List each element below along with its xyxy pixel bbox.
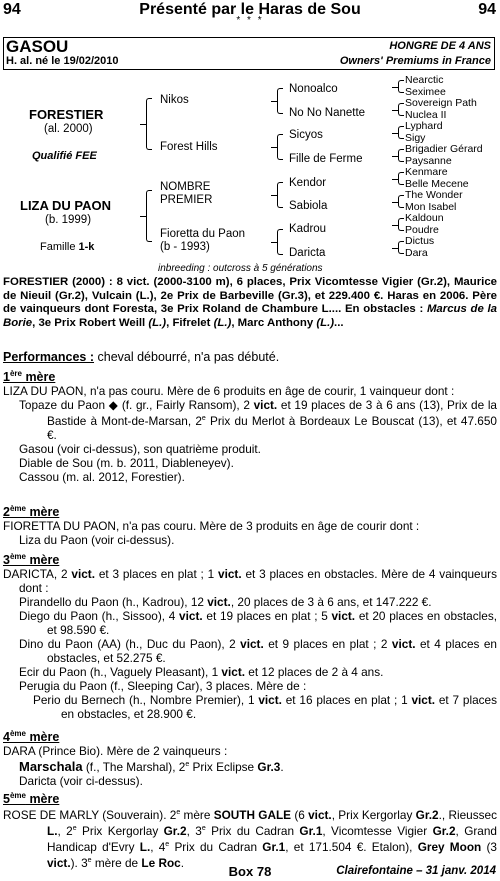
g2-nikos: Nikos <box>160 94 189 106</box>
horse-birth: H. al. né le 19/02/2010 <box>6 55 119 67</box>
heading-5th-dam: 5ème mère <box>3 791 60 807</box>
horse-sex-age: HONGRE DE 4 ANS <box>389 40 491 52</box>
inbreeding-note: inbreeding : outcross à 5 générations <box>158 263 323 274</box>
g3-5: Sabiola <box>289 200 328 212</box>
bracket-g3-5 <box>398 172 404 185</box>
g4-7: Paysanne <box>405 155 452 167</box>
g4-13: Poudre <box>405 224 439 236</box>
box-number: Box 78 <box>228 864 272 879</box>
g2-forest-hills: Forest Hills <box>160 141 218 153</box>
sire-info: (al. 2000) <box>44 123 93 135</box>
heading-2nd-dam: 2ème mère <box>3 504 60 520</box>
g4-9: Belle Mecene <box>405 178 469 190</box>
bracket-g3-3 <box>398 126 404 139</box>
g4-15: Dara <box>405 247 428 259</box>
g4-0: Nearctic <box>405 74 444 86</box>
bracket-g3-4 <box>398 149 404 162</box>
g3-7: Daricta <box>289 247 326 259</box>
g2-fioretta-info: (b - 1993) <box>160 241 210 253</box>
heading-4th-dam: 4ème mère <box>3 729 60 745</box>
page-number-left: 94 <box>3 1 21 18</box>
g4-14: Dictus <box>405 235 435 247</box>
sire-qualification: Qualifié FEE <box>32 150 97 162</box>
heading-1st-dam: 1ère mère <box>3 369 56 385</box>
bracket-g3-8 <box>398 241 404 254</box>
header-stars: * * * <box>236 15 264 26</box>
topaze-du-paon: Topaze du Paon ◆ (f. gr., Fairly Ransom), 2 vict. et 19 places de 3 à 6 ans (13), Prix de la Bastide à Mont-de-Marsan, 2e Prix du Merlot à Bordeaux Le Bouscat (13), et 47.650 €. <box>19 398 497 443</box>
g4-4: Lyphard <box>405 120 443 132</box>
performances: Performances : cheval débourré, n'a pas débuté. <box>3 350 280 364</box>
section-5th-dam: 5ème mère ROSE DE MARLY (Souverain). 2e mère SOUTH GALE (6 vict., Prix Kergorlay Gr.2., Rieussec L., 2e Prix Kergorlay Gr.2, 3e Prix du Cadran Gr.1, Vicomtesse Vigier Gr.2, Grand Handicap d'Evry L., 4e Prix du Cadran Gr.1, et 171.504 €. Etalon), Grey Moon (3 vict.). 3e mère de Le Roc. <box>3 791 497 870</box>
horse-name-box <box>3 37 495 70</box>
section-2nd-dam: 2ème mère FIORETTA DU PAON, n'a pas couru. Mère de 3 produits en âge de courir dont : Liza du Paon (voir ci-dessus). <box>3 502 497 547</box>
page-number-right: 94 <box>478 1 496 18</box>
heading-3rd-dam: 3ème mère <box>3 552 60 568</box>
bracket-g3-1 <box>398 80 404 93</box>
g4-12: Kaldoun <box>405 212 444 224</box>
dam-name: LIZA DU PAON <box>20 198 111 213</box>
g3-3: Fille de Ferme <box>289 153 363 165</box>
g3-2: Sicyos <box>289 129 323 141</box>
section-3rd-dam: 3ème mère DARICTA, 2 vict. et 3 places en plat ; 1 vict. et 3 places en obstacles. Mère de 4 vainqueurs dont : Pirandello du Paon (h., Kadrou), 12 vict., 20 places de 3 à 6 ans, et 147.222 €. Diego du Paon (h., Sissoo), 4 vict. et 19 places en plat ; 5 vict. et 20 places en obstacles, et 98.590 €. Dino du Paon (AA) (h., Duc du Paon), 2 vict. et 9 places en plat ; 2 vict. et 4 places en obstacles, et 52.275 €. Ecir du Paon (h., Vaguely Pleasant), 1 vict. et 12 places de 2 à 4 ans. Perugia du Paon (f., Sleeping Car), 3 places. Mère de : Perio du Bernech (h., Nombre Premier), 1 vict. et 16 places en plat ; 1 vict. et 7 places en obstacles, et 28.900 €. <box>3 552 498 722</box>
sire-paragraph: FORESTIER (2000) : 8 vict. (2000-3100 m), 6 places, Prix Vicomtesse Vigier (Gr.2), Maurice de Nieuil (Gr.2), Vulcain (L.), 2e Prix de Barbeville (Gr.3), et 229.400 €. Haras en 2006. Père de vainqueurs dont Foresta, 3e Prix Roland de Chambure L.... En obstacles : Marcus de la Borie, 3e Prix Robert Weill (L.), Fifrelet (L.), Marc Anthony (L.)... <box>3 276 497 329</box>
bracket-sire <box>146 98 152 150</box>
g3-6: Kadrou <box>289 223 327 235</box>
bracket-g2-4 <box>277 229 283 255</box>
bracket-g2-1 <box>277 88 283 114</box>
sire-name: FORESTIER <box>29 107 104 122</box>
horse-name: GASOU <box>6 37 69 56</box>
section-1st-dam: 1ère mère LIZA DU PAON, n'a pas couru. Mère de 6 produits en âge de courir, 1 vainqueur dont : Topaze du Paon ◆ (f. gr., Fairly Ransom), 2 vict. et 19 places de 3 à 6 ans (13), Prix de la Bastide à Mont-de-Marsan, 2e Prix du Merlot à Bordeaux Le Bouscat (13), et 47.650 €. Gasou (voir ci-dessus), son quatrième produit. Diable de Sou (m. b. 2011, Diableneyev). Cassou (m. al. 2012, Forestier). <box>3 369 497 485</box>
g3-4: Kendor <box>289 177 327 189</box>
dam-family: Famille 1-k <box>40 241 95 253</box>
bracket-dam <box>146 190 152 242</box>
bracket-g2-2 <box>277 134 283 160</box>
g4-1: Seximee <box>405 86 446 98</box>
g4-11: Mon Isabel <box>405 201 457 213</box>
g2-nombre: NOMBRE <box>160 181 211 193</box>
section-4th-dam: 4ème mère DARA (Prince Bio). Mère de 2 vainqueurs : Marschala (f., The Marshal), 2e Prix Eclipse Gr.3. Daricta (voir ci-dessus). <box>3 727 497 788</box>
g4-8: Kenmare <box>405 166 448 178</box>
g4-6: Brigadier Gérard <box>405 143 483 155</box>
sale-place-date: Clairefontaine – 31 janv. 2014 <box>336 865 496 877</box>
g3-1: No No Nanette <box>289 107 366 119</box>
g2-fioretta: Fioretta du Paon <box>160 228 246 240</box>
dam-info: (b. 1999) <box>45 214 92 226</box>
g4-10: The Wonder <box>405 189 463 201</box>
g2-premier: PREMIER <box>160 194 213 206</box>
owners-premiums: Owners' Premiums in France <box>339 55 491 67</box>
bracket-g2-3 <box>277 182 283 208</box>
g4-2: Sovereign Path <box>405 97 477 109</box>
g4-3: Nuclea II <box>405 109 447 121</box>
bracket-g3-6 <box>398 195 404 208</box>
g4-5: Sigy <box>405 132 426 144</box>
bracket-g3-7 <box>398 218 404 231</box>
page-title: Présenté par le Haras de Sou <box>139 1 361 18</box>
bracket-g3-2 <box>398 103 404 116</box>
g3-0: Nonoalco <box>289 83 338 95</box>
